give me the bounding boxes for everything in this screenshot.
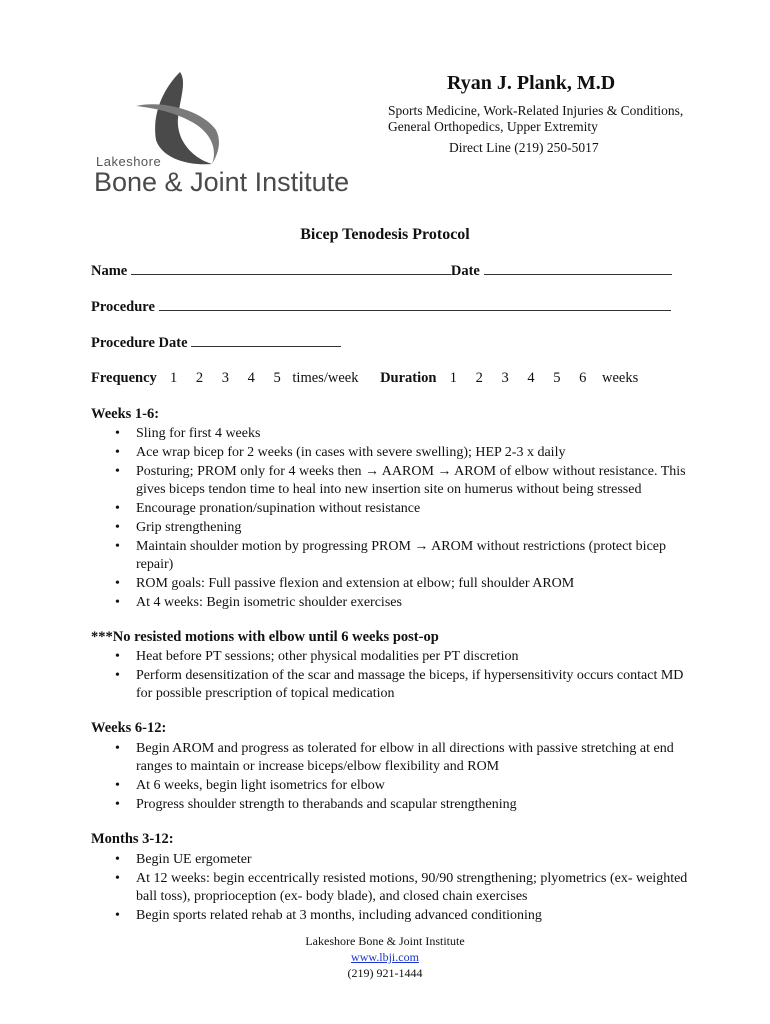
duration-option[interactable]: 6: [579, 370, 587, 386]
weeks-1-6-list: [91, 425, 691, 613]
frequency-duration-row: [91, 370, 638, 387]
duration-label: Duration: [380, 370, 437, 386]
footer-phone: (219) 921-1444: [347, 966, 423, 980]
direct-line: Direct Line (219) 250-5017: [449, 140, 599, 155]
list-item: • Ace wrap bicep for 2 weeks (in cases with severe swelling); HEP 2-3 x daily: [91, 444, 691, 462]
list-item: • Begin sports related rehab at 3 months, including advanced conditioning: [91, 907, 691, 925]
footer: [0, 933, 770, 981]
specialty-line-1: Sports Medicine, Work-Related Injuries & Conditions,: [388, 103, 684, 118]
list-item: • Progress shoulder strength to therabands and scapular strengthening: [91, 796, 691, 814]
list-item: • Heat before PT sessions; other physical modalities per PT discretion: [91, 648, 691, 666]
frequency-option[interactable]: 4: [247, 370, 255, 386]
duration-option[interactable]: 3: [501, 370, 509, 386]
procedure-label: Procedure: [91, 299, 155, 315]
doctor-name: Ryan J. Plank, M.D: [447, 72, 616, 94]
list-item: • At 4 weeks: Begin isometric shoulder exercises: [91, 594, 691, 612]
frequency-label: Frequency: [91, 370, 157, 386]
footer-website-link[interactable]: www.lbji.com: [351, 950, 419, 964]
weeks-1-6-extra-list: [91, 648, 691, 704]
name-date-row: [91, 262, 672, 280]
months-3-12-list: [91, 851, 691, 926]
document-title: Bicep Tenodesis Protocol: [300, 226, 470, 243]
list-item: • ROM goals: Full passive flexion and extension at elbow; full shoulder AROM: [91, 575, 691, 593]
procedure-date-row: [91, 334, 341, 352]
list-item: • Maintain shoulder motion by progressing PROM → AROM without restrictions (protect bicep repair): [91, 538, 691, 574]
list-item: • At 6 weeks, begin light isometrics for elbow: [91, 777, 691, 795]
weeks-6-12-list: [91, 740, 691, 815]
list-item: • Perform desensitization of the scar and massage the biceps, if hypersensitivity occurs contact MD for possible prescription of topical medication: [91, 667, 691, 703]
duration-unit: weeks: [601, 370, 639, 386]
specialty-block: [388, 103, 683, 135]
frequency-option[interactable]: 2: [195, 370, 204, 386]
footer-org: Lakeshore Bone & Joint Institute: [305, 934, 465, 948]
list-item: • Begin AROM and progress as tolerated for elbow in all directions with passive stretching at end ranges to maintain or increase biceps/elbow flexibility and ROM: [91, 740, 691, 776]
date-label: Date: [450, 263, 480, 279]
list-item: • Encourage pronation/supination without resistance: [91, 500, 691, 518]
list-item: • Sling for first 4 weeks: [91, 425, 691, 443]
duration-option[interactable]: 4: [527, 370, 535, 386]
frequency-option[interactable]: 3: [221, 370, 230, 386]
section-heading-weeks-1-6: Weeks 1-6:: [91, 406, 160, 422]
frequency-option[interactable]: 1: [170, 370, 178, 386]
specialty-line-2: General Orthopedics, Upper Extremity: [388, 119, 598, 134]
date-field[interactable]: [484, 262, 672, 275]
procedure-date-label: Procedure Date: [91, 335, 188, 351]
list-item: • Posturing; PROM only for 4 weeks then → AAROM → AROM of elbow without resistance. This gives biceps tendon time to heal into new insertion site on humerus without being stressed: [91, 463, 691, 499]
frequency-option[interactable]: 5: [273, 370, 281, 386]
duration-option[interactable]: 1: [449, 370, 457, 386]
duration-option[interactable]: 5: [553, 370, 561, 386]
list-item: • Begin UE ergometer: [91, 851, 691, 869]
name-field[interactable]: [131, 262, 451, 275]
institute-logo: [92, 70, 382, 200]
name-label: Name: [91, 263, 128, 279]
list-item: • At 12 weeks: begin eccentrically resisted motions, 90/90 strengthening; plyometrics (ex- weighted ball toss), proprioception (ex- body blade), and closed chain exercises: [91, 870, 691, 906]
procedure-date-field[interactable]: [191, 334, 341, 347]
logo-institute-name: Bone & Joint Institute: [94, 167, 350, 197]
list-item: • Grip strengthening: [91, 519, 691, 537]
procedure-row: [91, 298, 671, 316]
procedure-field[interactable]: [159, 298, 671, 311]
warning-note: ***No resisted motions with elbow until 6 weeks post-op: [91, 629, 439, 645]
frequency-unit: times/week: [292, 370, 359, 386]
section-heading-weeks-6-12: Weeks 6-12:: [91, 720, 167, 736]
section-heading-months-3-12: Months 3-12:: [91, 831, 174, 847]
duration-option[interactable]: 2: [475, 370, 483, 386]
logo-lakeshore-text: Lakeshore: [96, 154, 162, 169]
